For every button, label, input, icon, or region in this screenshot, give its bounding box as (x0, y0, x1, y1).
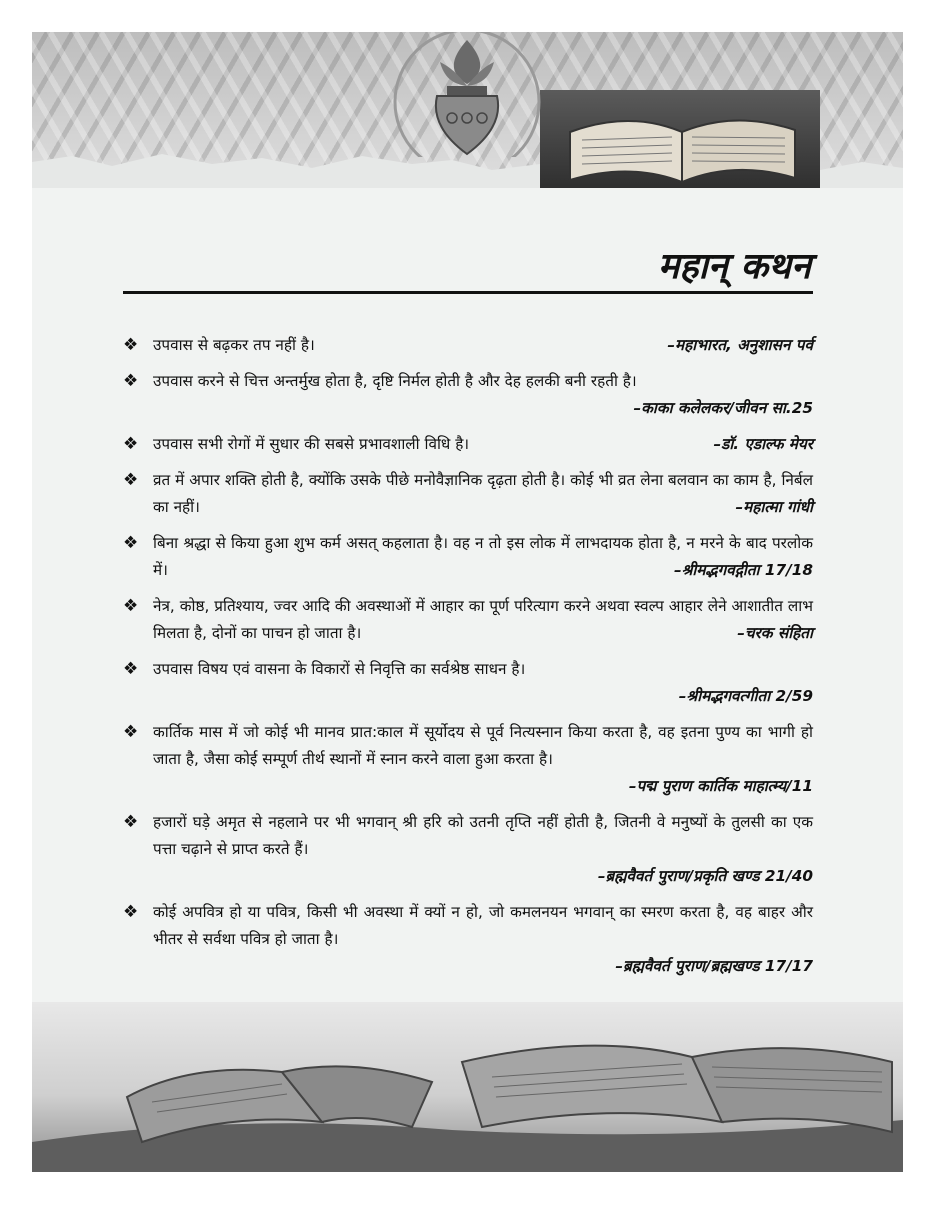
header-banner (32, 32, 903, 183)
quote-source: –महात्मा गांधी (735, 498, 813, 516)
quote-source: –महाभारत, अनुशासन पर्व (667, 336, 813, 354)
diamond-bullet-icon: ❖ (123, 335, 139, 355)
diamond-bullet-icon: ❖ (123, 470, 139, 490)
quote-source: –श्रीमद्भगवद्गीता 17/18 (673, 561, 813, 579)
diamond-bullet-icon: ❖ (123, 812, 139, 832)
quote-text: कार्तिक मास में जो कोई भी मानव प्रात:काल में सूर्योदय से पूर्व नित्यस्नान किया करता है, वह इतना पुण्य का भागी हो जाता है, जैसा कोई सम्पूर्ण तीर्थ स्थानों में स्नान करने वाला हुआ करता है। (153, 723, 813, 768)
list-item (123, 467, 813, 521)
diamond-bullet-icon: ❖ (123, 902, 139, 922)
diamond-bullet-icon: ❖ (123, 659, 139, 679)
list-item (123, 899, 813, 980)
quote-source: –पद्म पुराण कार्तिक माहात्म्य/11 (628, 777, 813, 795)
quote-text: उपवास करने से चित्त अन्तर्मुख होता है, दृष्टि निर्मल होती है और देह हलकी बनी रहती है। (153, 372, 637, 390)
quote-source: –श्रीमद्भगवत्गीता 2/59 (678, 687, 813, 705)
list-item (123, 719, 813, 800)
ancient-books-icon (32, 1002, 903, 1172)
diamond-bullet-icon: ❖ (123, 533, 139, 553)
quote-text: नेत्र, कोष्ठ, प्रतिश्याय, ज्वर आदि की अवस्थाओं में आहार का पूर्ण परित्याग करने अथवा स्वल्प आहार लेने आशातीत लाभ मिलता है, दोनों का पाचन हो जाता है। (153, 597, 813, 642)
diamond-bullet-icon: ❖ (123, 596, 139, 616)
diamond-bullet-icon: ❖ (123, 722, 139, 742)
diamond-bullet-icon: ❖ (123, 434, 139, 454)
quote-text: बिना श्रद्धा से किया हुआ शुभ कर्म असत् कहलाता है। वह न तो इस लोक में लाभदायक होता है, न मरने के बाद परलोक में। (153, 534, 813, 579)
kalash-icon (392, 32, 542, 157)
list-item (123, 431, 813, 458)
quote-source: –काका कलेलकर/जीवन सा.25 (633, 399, 813, 417)
list-item (123, 332, 813, 359)
quote-text: कोई अपवित्र हो या पवित्र, किसी भी अवस्था में क्यों न हो, जो कमलनयन भगवान् का स्मरण करता है, वह बाहर और भीतर से सर्वथा पवित्र हो जाता है। (153, 903, 813, 948)
quote-source: –ब्रह्मवैवर्त पुराण/ब्रह्मखण्ड 17/17 (615, 957, 813, 975)
quote-text: उपवास से बढ़कर तप नहीं है। (153, 336, 315, 354)
quote-text: उपवास सभी रोगों में सुधार की सबसे प्रभावशाली विधि है। (153, 435, 470, 453)
quote-text: हजारों घड़े अमृत से नहलाने पर भी भगवान् श्री हरि को उतनी तृप्ति नहीं होती है, जितनी वे मनुष्यों के तुलसी का एक पत्ता चढ़ाने से प्राप्त करते हैं। (153, 813, 813, 858)
quote-list (123, 332, 813, 989)
footer-books-photo (32, 1002, 903, 1172)
list-item (123, 593, 813, 647)
list-item (123, 656, 813, 710)
list-item (123, 368, 813, 422)
quote-text: व्रत में अपार शक्ति होती है, क्योंकि उसके पीछे मनोवैज्ञानिक दृढ़ता होती है। कोई भी व्रत लेना बलवान का काम है, निर्बल का नहीं। (153, 471, 813, 516)
quote-source: –ब्रह्मवैवर्त पुराण/प्रकृति खण्ड 21/40 (597, 867, 813, 885)
page-panel (32, 32, 903, 1172)
title-underline (123, 291, 813, 294)
quote-text: उपवास विषय एवं वासना के विकारों से निवृत्ति का सर्वश्रेष्ठ साधन है। (153, 660, 526, 678)
quote-source: –चरक संहिता (737, 624, 813, 642)
list-item (123, 809, 813, 890)
diamond-bullet-icon: ❖ (123, 371, 139, 391)
page-title: महान् कथन (657, 245, 811, 287)
list-item (123, 530, 813, 584)
quote-source: –डॉ. एडाल्फ मेयर (713, 435, 813, 453)
banner-torn-edge (32, 144, 903, 188)
